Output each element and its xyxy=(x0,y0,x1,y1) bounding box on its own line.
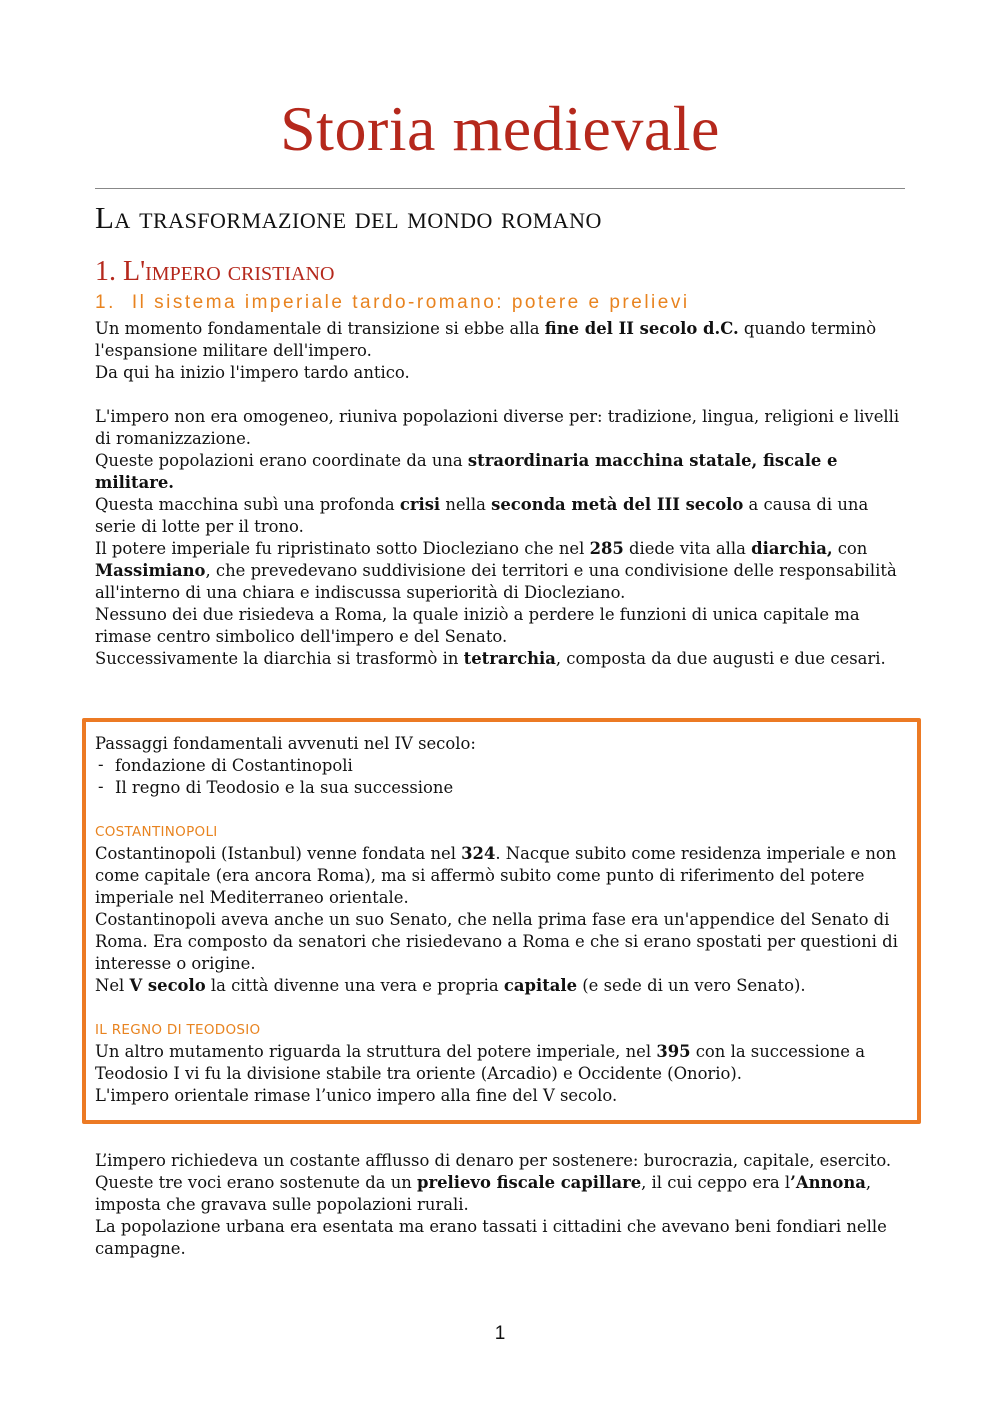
costantinopoli-paragraph-2: Costantinopoli aveva anche un suo Senato, che nella prima fase era un'appendice del Senato di Roma. Era composto da senatori che risiedevano a Roma e che si erano spostati per questioni di interesse o origine. xyxy=(95,910,898,973)
chapter-heading: La trasformazione del mondo romano xyxy=(95,200,602,235)
box-intro: Passaggi fondamentali avvenuti nel IV secolo: xyxy=(95,734,476,753)
list-item: - Il regno di Teodosio e la sua successione xyxy=(95,777,907,799)
subsection-number: 1. xyxy=(95,292,116,313)
teodosio-paragraph-2: L'impero orientale rimase l’unico impero alla fine del V secolo. xyxy=(95,1086,618,1105)
document-title: Storia medievale xyxy=(280,93,720,164)
teodosio-paragraph-1: Un altro mutamento riguarda la struttura del potere imperiale, nel 395 con la successione a Teodosio I vi fu la divisione stabile tra oriente (Arcadio) e Occidente (Onorio). xyxy=(95,1042,865,1083)
closing-paragraph-1: L’impero richiedeva un costante afflusso di denaro per sostenere: burocrazia, capitale, esercito. xyxy=(95,1151,892,1170)
section-heading: 1. L'impero cristiano xyxy=(95,256,335,287)
page-number: 1 xyxy=(494,1323,506,1344)
subsection-title: Il sistema imperiale tardo-romano: potere e prelievi xyxy=(131,292,690,313)
intro-paragraph-1: Un momento fondamentale di transizione si ebbe alla fine del II secolo d.C. quando terminò l'espansione militare dell'impero. xyxy=(95,319,877,360)
title-divider xyxy=(95,188,905,189)
costantinopoli-heading: COSTANTINOPOLI xyxy=(95,824,218,840)
closing-paragraph-3: La popolazione urbana era esentata ma erano tassati i cittadini che avevano beni fondiari nelle campagne. xyxy=(95,1217,887,1258)
intro-paragraph-7: Successivamente la diarchia si trasformò in tetrarchia, composta da due augusti e due cesari. xyxy=(95,649,886,668)
highlight-box xyxy=(95,733,907,1107)
intro-paragraph-1b: Da qui ha inizio l'impero tardo antico. xyxy=(95,363,410,382)
costantinopoli-paragraph-1: Costantinopoli (Istanbul) venne fondata nel 324. Nacque subito come residenza imperiale e non come capitale (era ancora Roma), ma si affermò subito come punto di riferimento del potere imperiale nel Mediterraneo orientale. xyxy=(95,844,897,907)
box-bullet-list xyxy=(95,755,907,799)
intro-section xyxy=(95,318,907,670)
intro-paragraph-6: Nessuno dei due risiedeva a Roma, la quale iniziò a perdere le funzioni di unica capitale ma rimase centro simbolico dell'impero e del Senato. xyxy=(95,605,860,646)
intro-paragraph-3: Queste popolazioni erano coordinate da una straordinaria macchina statale, fiscale e militare. xyxy=(95,451,838,492)
intro-paragraph-2: L'impero non era omogeneo, riuniva popolazioni diverse per: tradizione, lingua, religioni e livelli di romanizzazione. xyxy=(95,407,900,448)
teodosio-heading: IL REGNO DI TEODOSIO xyxy=(95,1022,261,1038)
subsection-heading xyxy=(95,292,690,314)
list-item: - fondazione di Costantinopoli xyxy=(95,755,907,777)
intro-paragraph-4: Questa macchina subì una profonda crisi nella seconda metà del III secolo a causa di una serie di lotte per il trono. xyxy=(95,495,869,536)
closing-section xyxy=(95,1150,907,1260)
closing-paragraph-2: Queste tre voci erano sostenute da un prelievo fiscale capillare, il cui ceppo era l’Annona, imposta che gravava sulle popolazioni rurali. xyxy=(95,1173,872,1214)
intro-paragraph-5: Il potere imperiale fu ripristinato sotto Diocleziano che nel 285 diede vita alla diarchia, con Massimiano, che prevedevano suddivisione dei territori e una condivisione delle responsabilità all'interno di una chiara e indiscussa superiorità di Diocleziano. xyxy=(95,539,897,602)
costantinopoli-paragraph-3: Nel V secolo la città divenne una vera e propria capitale (e sede di un vero Senato). xyxy=(95,976,806,995)
